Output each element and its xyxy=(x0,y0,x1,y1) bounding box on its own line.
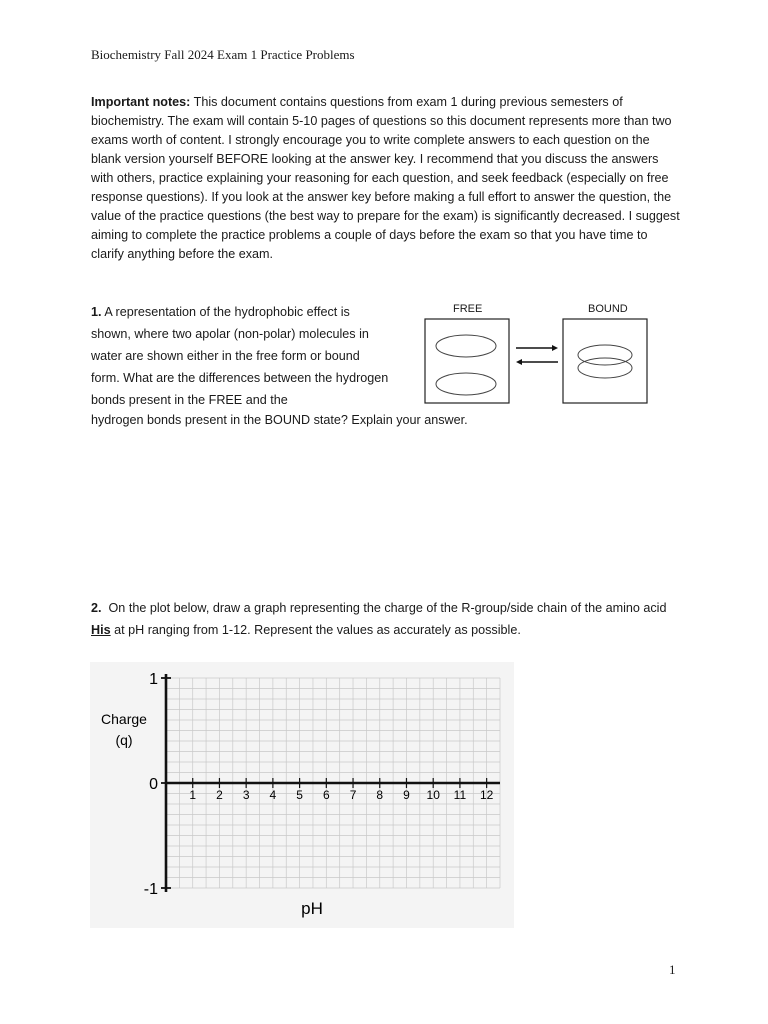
question-1-text xyxy=(91,301,391,411)
x-tick-label: 12 xyxy=(479,788,494,802)
important-notes-text: This document contains questions from exam 1 during previous semesters of biochemistry. The exam will contain 5-10 pages of questions so this document represents more than two exams worth of content. I strongly encourage you to write complete answers to each question on the blank version yourself BEFORE looking at the answer key. I recommend that you discuss the answers with others, practice explaining your reasoning for each question, and seek feedback (especially on free response questions). If you look at the answer key before making a full effort to answer the question, the value of the practice questions (the best way to prepare for the exam) is significantly decreased. I suggest aiming to complete the practice problems a couple of days before the exam so that you have time to clarify anything before the exam. xyxy=(91,95,680,261)
question-2-body: On the plot below, draw a graph representing the charge of the R-group/side chain of the amino acid xyxy=(108,601,667,615)
hydrophobic-effect-figure xyxy=(420,315,660,410)
question-1-body: A representation of the hydrophobic effect is shown, where two apolar (non-polar) molecules in water are shown either in the free form or bound form. What are the differences between the hydrogen bonds present in the FREE and the xyxy=(91,305,389,407)
free-state-box xyxy=(425,319,509,403)
x-tick-label: 8 xyxy=(376,788,384,802)
important-notes xyxy=(91,93,681,264)
bound-label: BOUND xyxy=(588,303,628,315)
x-tick-label: 6 xyxy=(322,788,330,802)
question-2-body-end: at pH ranging from 1-12. Represent the values as accurately as possible. xyxy=(114,623,521,637)
x-tick-label: 7 xyxy=(349,788,357,802)
x-tick-label: 1 xyxy=(189,788,197,802)
amino-acid-his: His xyxy=(91,623,111,637)
y-tick-label: 1 xyxy=(149,671,158,688)
question-1-text-continued: hydrogen bonds present in the BOUND state? Explain your answer. xyxy=(91,413,468,427)
page-number: 1 xyxy=(669,962,676,977)
question-2-number: 2. xyxy=(91,601,102,615)
x-axis-label: pH xyxy=(301,899,323,918)
document-header: Biochemistry Fall 2024 Exam 1 Practice Problems xyxy=(91,47,355,62)
bound-state-box xyxy=(563,319,647,403)
y-axis-label-line1: Charge xyxy=(101,711,147,727)
charge-vs-ph-plot[interactable] xyxy=(90,662,514,928)
equilibrium-arrows-icon xyxy=(516,345,558,365)
question-1-number: 1. xyxy=(91,305,102,319)
x-tick-label: 5 xyxy=(296,788,303,802)
free-label: FREE xyxy=(453,303,483,315)
y-tick-label: 0 xyxy=(149,776,158,793)
x-tick-label: 10 xyxy=(426,788,440,802)
x-tick-label: 3 xyxy=(242,788,250,802)
y-axis-label-line2: (q) xyxy=(115,732,133,748)
x-tick-label: 2 xyxy=(216,788,223,802)
y-tick-label: -1 xyxy=(143,881,158,898)
x-tick-label: 9 xyxy=(403,788,410,802)
question-2-text xyxy=(91,597,681,641)
important-notes-label: Important notes: xyxy=(91,95,191,109)
x-tick-label: 4 xyxy=(269,788,277,802)
x-tick-label: 11 xyxy=(453,788,467,802)
